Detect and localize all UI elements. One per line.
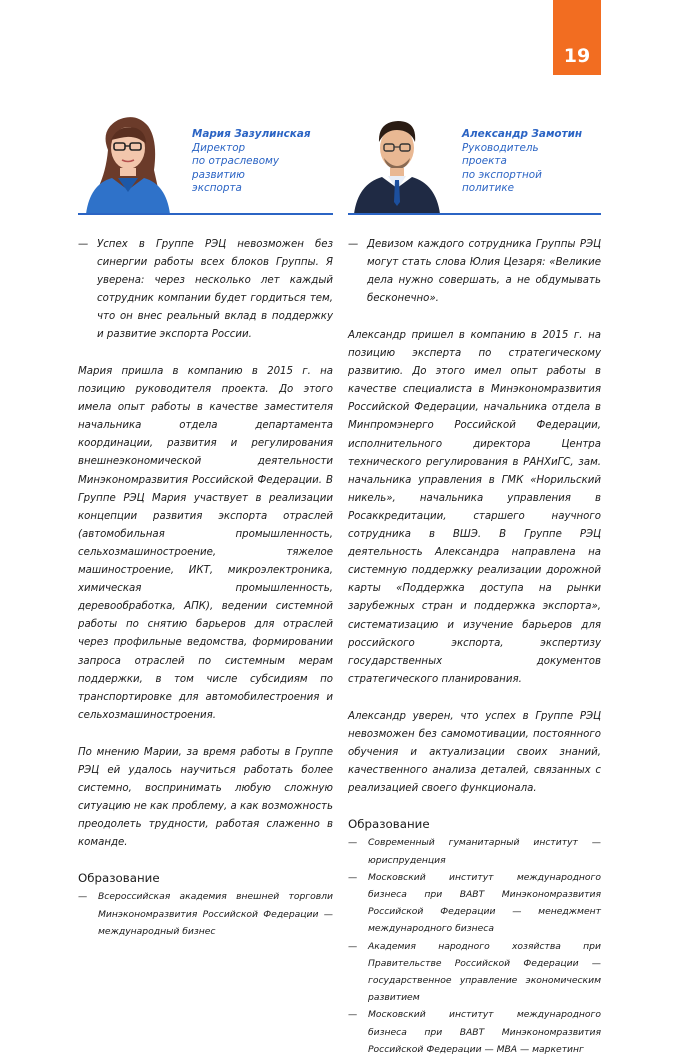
education-item bbox=[78, 888, 333, 940]
education-list bbox=[348, 834, 601, 1058]
em-dash: — bbox=[348, 871, 358, 883]
role-line: политике bbox=[462, 182, 515, 195]
em-dash: — bbox=[348, 940, 358, 952]
education-text: Современный гуманитарный институт — юриспруденция bbox=[368, 837, 601, 866]
profile-header bbox=[348, 110, 601, 214]
portrait-photo bbox=[348, 110, 446, 214]
divider-rule bbox=[78, 213, 333, 215]
education-item bbox=[348, 1006, 601, 1058]
person-name: Александр Замотин bbox=[462, 128, 583, 140]
profile-header bbox=[78, 110, 333, 214]
education-text: Московский институт международного бизнеса при ВАВТ Минэкономразвития Российской Федерации — менеджмент международного бизнеса bbox=[368, 871, 601, 935]
role-line: развитию bbox=[192, 168, 245, 181]
education-heading: Образование bbox=[348, 817, 430, 832]
quote-block bbox=[348, 236, 601, 308]
page-number: 19 bbox=[553, 0, 601, 75]
profile-caption bbox=[192, 128, 311, 196]
role-line: экспорта bbox=[192, 182, 242, 195]
bio-paragraph: По мнению Марии, за время работы в Группе РЭЦ ей удалось научиться работать более системно, воспринимать любую сложную ситуацию не как проблему, а как возможность преодолеть трудности, работая слаженно в команде. bbox=[78, 746, 333, 849]
education-text: Московский институт международного бизнеса при ВАВТ Минэкономразвития Российской Федерации — MBA — маркетинг bbox=[368, 1009, 601, 1055]
education-text: Всероссийская академия внешней торговли Минэкономразвития Российской Федерации — международный бизнес bbox=[98, 891, 333, 937]
profile-column-left bbox=[78, 110, 333, 940]
role-line: Директор bbox=[192, 141, 246, 154]
person-name: Мария Зазулинская bbox=[192, 128, 311, 140]
quote-block bbox=[78, 236, 333, 344]
education-item bbox=[348, 869, 601, 938]
role-line: Руководитель bbox=[462, 141, 539, 154]
education-item bbox=[348, 834, 601, 868]
divider-rule bbox=[348, 213, 601, 215]
quote-text: Успех в Группе РЭЦ невозможен без синергии работы всех блоков Группы. Я уверена: через несколько лет каждый сотрудник компании будет гордиться тем, что он внес реальный вклад в поддержку и развитие экспорта России. bbox=[97, 239, 333, 340]
portrait-photo bbox=[78, 110, 176, 214]
em-dash: — bbox=[348, 239, 359, 250]
portrait-woman-image bbox=[78, 110, 176, 214]
role-line: по отраслевому bbox=[192, 155, 280, 168]
education-text: Академия народного хозяйства при Правительстве Российской Федерации — государственное управление экономическим развитием bbox=[368, 940, 601, 1004]
portrait-man-image bbox=[348, 110, 446, 214]
profile-caption bbox=[462, 128, 582, 196]
bio-paragraph: Мария пришла в компанию в 2015 г. на позицию руководителя проекта. До этого имела опыт работы в качестве заместителя начальника отдела департамента координации, развития и регулирования внешнеэкономической деятельности Минэкономразвития Российской Федерации. В Группе РЭЦ Мария участвует в реализации концепции развития экспорта отраслей (автомобильная промышленность, сельхозмашиностроение, тяжелое машиностроение, ИКТ, микроэлектроника, химическая промышленность, деревообработка, АПК), ведении системной работы по снятию барьеров для отраслей через профильные ведомства, формировании запроса отраслей по системным мерам поддержки, в том числе субсидиям по транспортировке для автомобилестроения и сельхозмашиностроения. bbox=[78, 366, 333, 721]
bio-paragraph: Александр уверен, что успех в Группе РЭЦ невозможен без самомотивации, постоянного обучения и актуализации своих знаний, качественного анализа деталей, связанных с реализацией своего функционала. bbox=[348, 710, 601, 795]
em-dash: — bbox=[78, 239, 89, 250]
education-list bbox=[78, 888, 333, 940]
bio-paragraph: Александр пришел в компанию в 2015 г. на позицию эксперта по стратегическому развитию. До этого имел опыт работы в качестве специалиста в Минэкономразвития Российской Федерации, начальника отдела в Минпромэнерго Российской Федерации, исполнительного директора Центра технического регулирования в РАНХиГС, зам. начальника управления в ГМК «Норильский никель», начальника управления в Росаккредитации, старшего научного сотрудника в ВШЭ. В Группе РЭЦ деятельность Александра направлена на системную поддержку реализации дорожной карты «Поддержка доступа на рынки зарубежных стран и поддержка экспорта», систематизацию и изучение барьеров для российского экспорта, экспертизу государственных документов стратегического планирования. bbox=[348, 330, 601, 685]
education-item bbox=[348, 938, 601, 1007]
em-dash: — bbox=[348, 1009, 358, 1021]
role-line: по экспортной bbox=[462, 168, 542, 181]
role-line: проекта bbox=[462, 155, 507, 168]
education-heading: Образование bbox=[78, 871, 160, 886]
quote-text: Девизом каждого сотрудника Группы РЭЦ могут стать слова Юлия Цезаря: «Великие дела нужно совершать, а не обдумывать бесконечно». bbox=[367, 239, 601, 304]
em-dash: — bbox=[348, 837, 358, 849]
em-dash: — bbox=[78, 891, 88, 903]
profile-column-right bbox=[348, 110, 601, 1058]
